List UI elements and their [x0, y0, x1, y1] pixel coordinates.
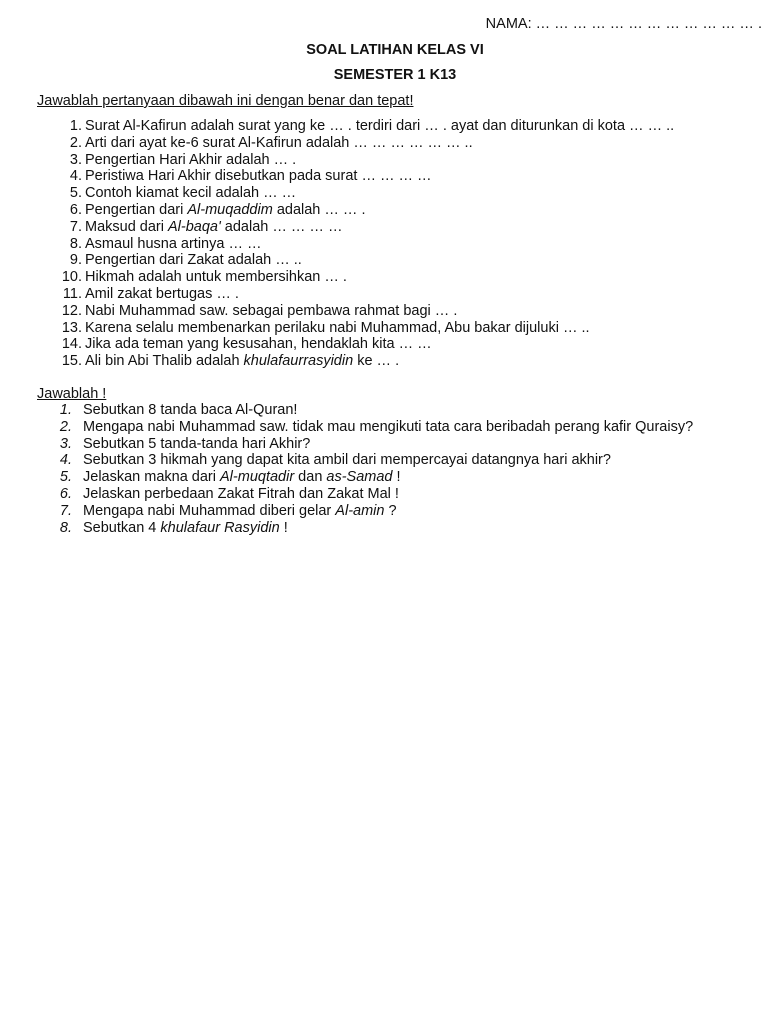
question-number: 5. — [59, 469, 72, 486]
text-run: Jelaskan makna dari — [83, 469, 221, 486]
text-run: Karena selalu membenarkan perilaku nabi Muhammad, Abu bakar dijuluki … .. — [85, 319, 590, 336]
question-number: 15. — [61, 353, 82, 370]
text-run: Ali bin Abi Thalib adalah — [85, 353, 244, 370]
italic-term: as-Samad — [326, 469, 393, 486]
question-number: 1. — [69, 118, 82, 134]
question-text — [85, 185, 296, 202]
text-run: Pengertian dari — [85, 201, 188, 218]
question-text — [85, 152, 296, 169]
question-text — [85, 168, 432, 185]
text-run: Sebutkan 5 tanda-tanda hari Akhir? — [83, 435, 311, 452]
text-run: ke … . — [353, 353, 400, 370]
text-run: adalah … … … … — [220, 218, 343, 235]
text-run: Arti dari ayat ke-6 surat Al-Kafirun adalah … … … … … … .. — [85, 134, 473, 151]
text-run: Sebutkan 3 hikmah yang dapat kita ambil dari mempercayai datangnya hari akhir? — [83, 452, 611, 469]
question-text — [85, 286, 239, 303]
text-run: Contoh kiamat kecil adalah … … — [85, 185, 297, 202]
text-run: ! — [392, 469, 401, 486]
question-text — [85, 118, 674, 135]
question-number: 12. — [61, 302, 82, 319]
question-text — [83, 452, 611, 469]
question-number: 14. — [61, 336, 82, 353]
question-number: 10. — [61, 269, 82, 286]
question-text — [83, 520, 288, 537]
question-number: 6. — [69, 201, 82, 218]
text-run: Surat Al-Kafirun adalah surat yang ke … . terdiri dari … . ayat dan diturunkan di kota … … .. — [85, 118, 675, 134]
italic-term: Al-amin — [335, 502, 385, 519]
question-text — [85, 135, 473, 152]
question-text — [85, 269, 347, 286]
question-text — [83, 436, 310, 453]
italic-term: khulafaur Rasyidin — [160, 519, 280, 536]
question-text — [85, 320, 590, 337]
text-run: Mengapa nabi Muhammad saw. tidak mau mengikuti tata cara beribadah perang kafir Quraisy? — [83, 418, 694, 435]
text-run: Amil zakat bertugas … . — [85, 285, 239, 302]
question-number: 1. — [59, 402, 72, 418]
question-text — [85, 303, 457, 320]
document-subtitle: SEMESTER 1 K13 — [333, 67, 457, 83]
question-number: 8. — [59, 519, 72, 536]
text-run: Jelaskan perbedaan Zakat Fitrah dan Zakat Mal ! — [83, 485, 399, 502]
text-run: Pengertian Hari Akhir adalah … . — [85, 151, 297, 168]
text-run: Sebutkan 4 — [83, 519, 161, 536]
question-number: 2. — [69, 134, 82, 151]
text-run: ! — [279, 519, 288, 536]
question-number: 7. — [69, 218, 82, 235]
question-number: 4. — [69, 168, 82, 185]
section1-instruction: Jawablah pertanyaan dibawah ini dengan benar dan tepat! — [37, 93, 414, 109]
text-run: Nabi Muhammad saw. sebagai pembawa rahmat bagi … . — [85, 302, 458, 319]
question-number: 11. — [62, 285, 82, 302]
question-text — [83, 503, 397, 520]
section2-heading: Jawablah ! — [37, 386, 107, 402]
name-field-label: NAMA: … … … … … … … … … … … … . — [485, 16, 762, 32]
text-run: Sebutkan 8 tanda baca Al-Quran! — [83, 402, 298, 418]
question-text — [85, 236, 262, 253]
question-text — [85, 252, 302, 269]
question-number: 6. — [59, 485, 72, 502]
text-run: Hikmah adalah untuk membersihkan … . — [85, 269, 347, 286]
text-run: dan — [294, 469, 327, 486]
text-run: Maksud dari — [85, 218, 169, 235]
question-number: 3. — [59, 435, 72, 452]
question-text — [85, 336, 432, 353]
italic-term: Al-muqtadir — [220, 469, 295, 486]
question-number: 3. — [69, 151, 82, 168]
question-text — [83, 419, 693, 436]
document-title: SOAL LATIHAN KELAS VI — [306, 42, 484, 58]
question-number: 7. — [59, 502, 72, 519]
italic-term: Al-muqaddim — [187, 201, 273, 218]
text-run: ? — [384, 502, 397, 519]
text-run: Peristiwa Hari Akhir disebutkan pada surat … … … … — [85, 168, 432, 185]
question-text — [83, 469, 401, 486]
text-run: Pengertian dari Zakat adalah … .. — [85, 252, 302, 269]
question-number: 8. — [69, 235, 82, 252]
question-text — [85, 353, 399, 370]
question-text — [83, 402, 297, 419]
question-number: 9. — [69, 252, 82, 269]
question-text — [85, 219, 342, 236]
text-run: Asmaul husna artinya … … — [85, 235, 262, 252]
question-number: 4. — [59, 452, 72, 469]
text-run: adalah … … . — [272, 201, 366, 218]
italic-term: Al-baqa' — [168, 218, 221, 235]
question-text — [83, 486, 399, 503]
italic-term: khulafaurrasyidin — [243, 353, 354, 370]
text-run: Jika ada teman yang kesusahan, hendaklah kita … … — [85, 336, 432, 353]
question-number: 5. — [69, 185, 82, 202]
question-number: 13. — [61, 319, 82, 336]
text-run: Mengapa nabi Muhammad diberi gelar — [83, 502, 336, 519]
question-text — [85, 202, 365, 219]
question-number: 2. — [59, 418, 72, 435]
